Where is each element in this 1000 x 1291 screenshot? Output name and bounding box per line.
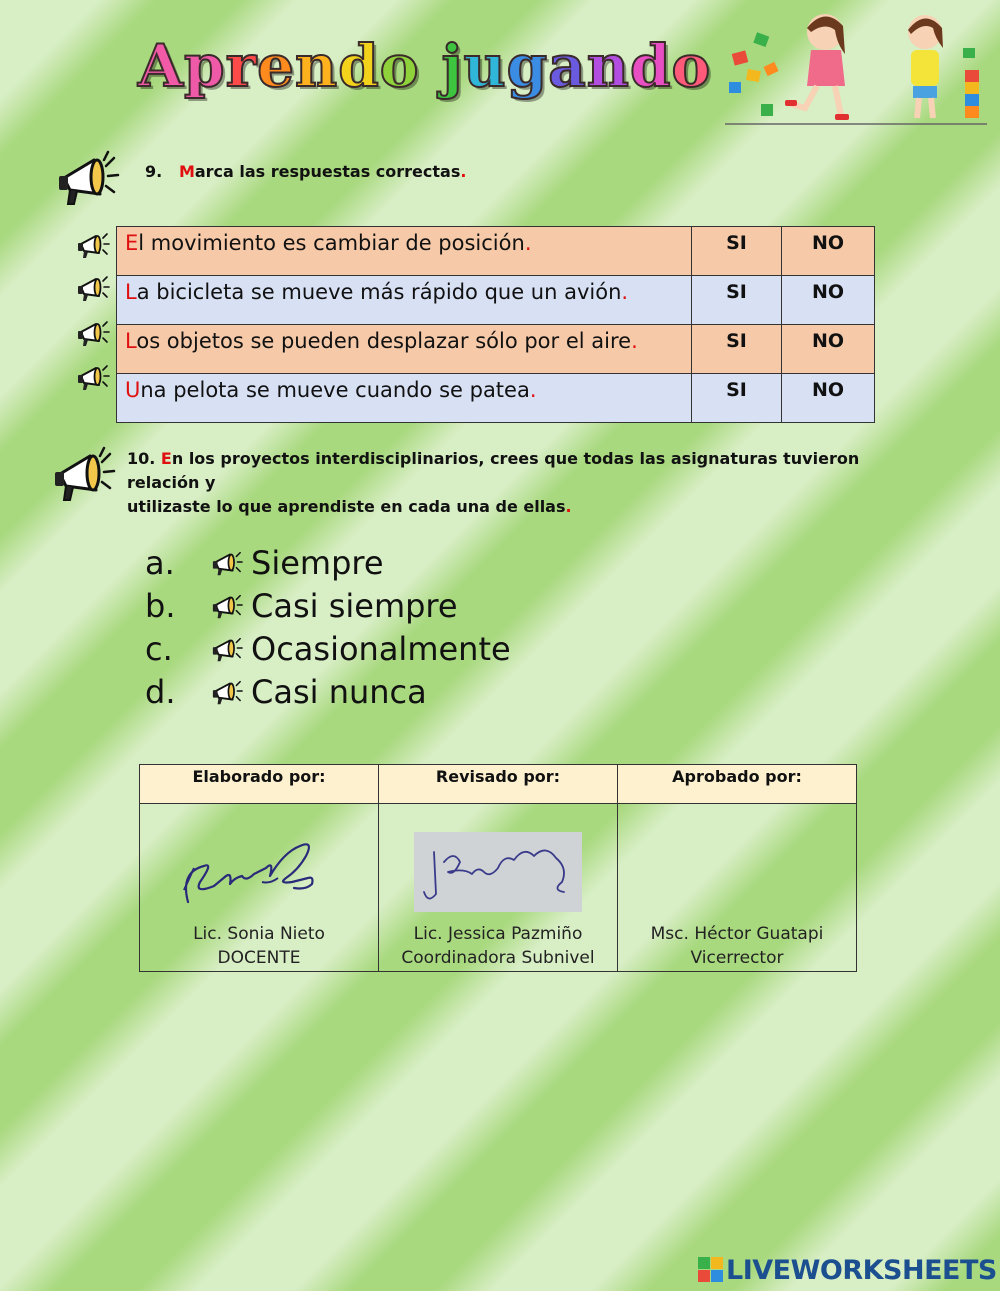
signer-name: Lic. Sonia Nieto xyxy=(193,924,325,944)
option-d[interactable] xyxy=(145,672,427,712)
answer-no[interactable]: NO xyxy=(782,276,875,325)
title-letter: n xyxy=(295,32,338,100)
table-row xyxy=(117,374,875,423)
title-letter: o xyxy=(379,32,419,100)
signer-name: Msc. Héctor Guatapi xyxy=(650,924,824,944)
answer-si[interactable]: SI xyxy=(692,374,782,423)
statement-text: na pelota se mueve cuando se patea xyxy=(140,378,530,402)
answer-no[interactable]: NO xyxy=(782,325,875,374)
liveworksheets-logo[interactable] xyxy=(698,1254,997,1286)
signature-cell xyxy=(379,804,618,972)
title-letter: n xyxy=(586,32,629,100)
prompt-first-letter: E xyxy=(160,449,172,468)
true-false-table xyxy=(116,226,875,423)
option-text: Casi siempre xyxy=(251,587,458,625)
option-b[interactable] xyxy=(145,586,458,626)
statement-cell xyxy=(117,227,692,276)
header-elaborado: Elaborado por: xyxy=(140,765,379,804)
table-row xyxy=(117,276,875,325)
signature-header-row xyxy=(140,765,857,804)
statement-cell xyxy=(117,325,692,374)
answer-si[interactable]: SI xyxy=(692,325,782,374)
megaphone-icon xyxy=(211,591,243,621)
statement-first-letter: L xyxy=(125,280,137,304)
answer-no[interactable]: NO xyxy=(782,227,875,276)
title-letter: A xyxy=(138,32,184,100)
brand-text: LIVEWORKSHEETS xyxy=(726,1254,997,1286)
prompt-first-letter: M xyxy=(178,162,195,181)
signer-role: Coordinadora Subnivel xyxy=(401,948,595,968)
signature-table xyxy=(139,764,857,972)
title-letter: d xyxy=(338,32,379,100)
option-c[interactable] xyxy=(145,629,511,669)
megaphone-icon xyxy=(56,150,120,208)
statement-text: os objetos se pueden desplazar sólo por el aire xyxy=(136,329,632,353)
statement-period: . xyxy=(631,329,638,353)
statement-period: . xyxy=(621,280,629,304)
statement-text: a bicicleta se mueve más rápido que un avión xyxy=(136,280,622,304)
question-9-prompt xyxy=(145,160,466,184)
prompt-period: . xyxy=(565,497,572,516)
megaphone-icon xyxy=(76,230,110,260)
prompt-text-line1: n los proyectos interdisciplinarios, crees que todas las asignaturas tuvieron relación y xyxy=(127,449,860,492)
statement-period: . xyxy=(529,378,537,402)
title-letter: e xyxy=(257,32,295,100)
statement-text: l movimiento es cambiar de posición xyxy=(138,231,525,255)
prompt-text-line2: utilizaste lo que aprendiste en cada una de ellas xyxy=(127,497,566,516)
option-text: Siempre xyxy=(251,544,384,582)
question-number: 10. xyxy=(127,449,156,468)
statement-cell xyxy=(117,374,692,423)
megaphone-icon xyxy=(211,634,243,664)
answer-si[interactable]: SI xyxy=(692,227,782,276)
header-aprobado: Aprobado por: xyxy=(618,765,857,804)
signer-role: Vicerrector xyxy=(690,948,784,968)
title-letter: a xyxy=(548,32,586,100)
megaphone-icon xyxy=(76,362,110,392)
option-letter: a. xyxy=(145,544,175,582)
signature-image xyxy=(414,832,582,912)
signature-body-row xyxy=(140,804,857,972)
title-letter: j xyxy=(441,32,463,100)
question-10-prompt xyxy=(127,447,927,519)
option-letter: c. xyxy=(145,630,173,668)
megaphone-icon xyxy=(211,548,243,578)
statement-first-letter: U xyxy=(125,378,141,402)
megaphone-icon xyxy=(76,318,110,348)
title-letter: o xyxy=(671,32,711,100)
table-row xyxy=(117,227,875,276)
header-revisado: Revisado por: xyxy=(379,765,618,804)
prompt-text: arca las respuestas correctas xyxy=(194,162,461,181)
signer-role: DOCENTE xyxy=(217,948,301,968)
statement-first-letter: E xyxy=(125,231,139,255)
signature-cell xyxy=(140,804,379,972)
signer-name: Lic. Jessica Pazmiño xyxy=(413,924,583,944)
title-letter: u xyxy=(463,32,506,100)
statement-first-letter: L xyxy=(125,329,137,353)
megaphone-icon xyxy=(211,677,243,707)
statement-period: . xyxy=(524,231,532,255)
title-letter: p xyxy=(184,32,225,100)
answer-si[interactable]: SI xyxy=(692,276,782,325)
option-a[interactable] xyxy=(145,543,384,583)
statement-cell xyxy=(117,276,692,325)
answer-no[interactable]: NO xyxy=(782,374,875,423)
children-playing-illustration xyxy=(725,4,987,128)
option-text: Casi nunca xyxy=(251,673,427,711)
megaphone-icon xyxy=(76,273,110,303)
option-letter: b. xyxy=(145,587,176,625)
signature-image xyxy=(174,832,344,912)
title-letter: g xyxy=(506,32,548,100)
option-letter: d. xyxy=(145,673,176,711)
title-letter: d xyxy=(629,32,671,100)
megaphone-icon xyxy=(52,446,116,504)
table-row xyxy=(117,325,875,374)
option-text: Ocasionalmente xyxy=(251,630,511,668)
signature-cell xyxy=(618,804,857,972)
question-number: 9. xyxy=(145,162,163,181)
title-letter: r xyxy=(225,32,257,100)
header-title xyxy=(138,26,711,106)
prompt-period: . xyxy=(460,162,467,181)
liveworksheets-icon xyxy=(698,1257,724,1283)
